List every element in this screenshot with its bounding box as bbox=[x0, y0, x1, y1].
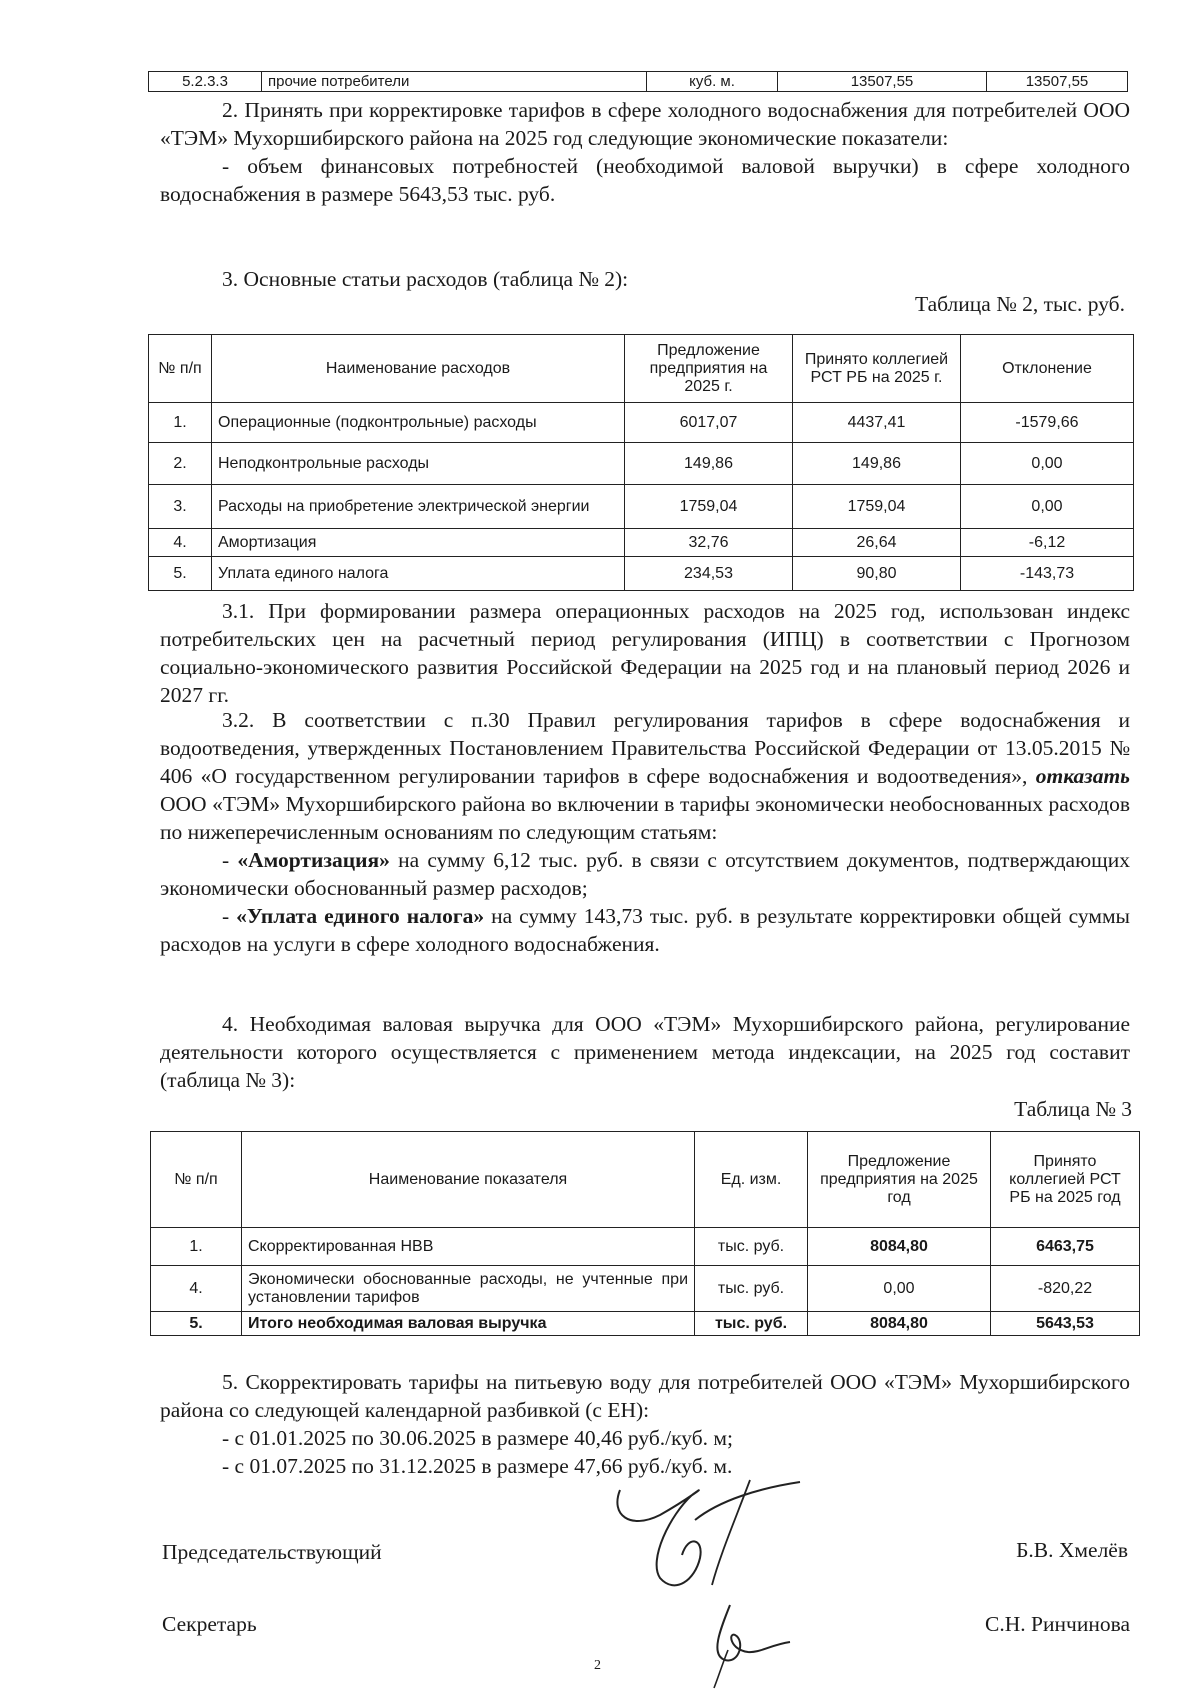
chair-signature-icon bbox=[600, 1460, 810, 1610]
deviation-value: -6,12 bbox=[961, 529, 1134, 557]
table-row bbox=[151, 1312, 1140, 1336]
unit: тыс. руб. bbox=[695, 1228, 808, 1266]
proposal-value: 32,76 bbox=[625, 529, 793, 557]
paragraph-3 bbox=[160, 265, 1130, 293]
table-2-expenses bbox=[148, 334, 1134, 591]
page-number: 2 bbox=[594, 1658, 601, 1673]
paragraph-3-1 bbox=[160, 597, 1130, 709]
accepted-value: 1759,04 bbox=[793, 485, 961, 529]
row-number: 4. bbox=[149, 529, 212, 557]
refuse-emphasis: отказать bbox=[1035, 764, 1130, 788]
table-row bbox=[149, 529, 1134, 557]
chair-title: Председательствующий bbox=[162, 1540, 382, 1564]
header-proposal: Предложение предприятия на 2025 год bbox=[808, 1132, 991, 1228]
expense-name: Уплата единого налога bbox=[212, 557, 625, 591]
accepted-value: 6463,75 bbox=[991, 1228, 1140, 1266]
paragraph-3-1-text: 3.1. При формировании размера операционных расходов на 2025 год, использован индекс потребительских цен на расчетный период регулирования (ИПЦ) в соответствии с Прогнозом социально-экономического развития Российской Федерации на 2025 год и на плановый период 2026 и 2027 гг. bbox=[160, 599, 1130, 707]
indicator-name: Итого необходимая валовая выручка bbox=[242, 1312, 695, 1336]
row-number: 5. bbox=[149, 557, 212, 591]
paragraph-5-bullet-1: - с 01.01.2025 по 30.06.2025 в размере 40,46 руб./куб. м; bbox=[222, 1426, 734, 1450]
row-number: 1. bbox=[151, 1228, 242, 1266]
paragraph-3-2-bullet-1: - «Амортизация» на сумму 6,12 тыс. руб. в связи с отсутствием документов, подтверждающих экономически обоснованный размер расходов; bbox=[160, 848, 1130, 900]
proposal-value: 1759,04 bbox=[625, 485, 793, 529]
proposal-value: 8084,80 bbox=[808, 1312, 991, 1336]
paragraph-2 bbox=[160, 96, 1130, 208]
paragraph-4 bbox=[160, 1010, 1130, 1094]
row-number: 4. bbox=[151, 1266, 242, 1312]
unit: куб. м. bbox=[647, 72, 778, 92]
table-3-revenue bbox=[150, 1131, 1140, 1336]
unit: тыс. руб. bbox=[695, 1312, 808, 1336]
row-number: 3. bbox=[149, 485, 212, 529]
deviation-value: 0,00 bbox=[961, 485, 1134, 529]
table-row bbox=[149, 443, 1134, 485]
deviation-value: -1579,66 bbox=[961, 403, 1134, 443]
header-number: № п/п bbox=[149, 335, 212, 403]
paragraph-3-2-bullet-2: - «Уплата единого налога» на сумму 143,73 тыс. руб. в результате корректировки общей суммы расходов на услуги в сфере холодного водоснабжения. bbox=[160, 904, 1130, 956]
proposal-value: 149,86 bbox=[625, 443, 793, 485]
table-2-caption: Таблица № 2, тыс. руб. bbox=[915, 292, 1125, 316]
consumer-name: прочие потребители bbox=[262, 72, 647, 92]
paragraph-2-text: 2. Принять при корректировке тарифов в сфере холодного водоснабжения для потребителей ООО «ТЭМ» Мухоршибирского района на 2025 год следующие экономические показатели: bbox=[160, 98, 1130, 150]
paragraph-3-text: 3. Основные статьи расходов (таблица № 2): bbox=[222, 267, 629, 291]
table-row bbox=[149, 485, 1134, 529]
paragraph-3-2 bbox=[160, 706, 1130, 958]
expense-name: Расходы на приобретение электрической энергии bbox=[212, 485, 625, 529]
paragraph-3-2-text: 3.2. В соответствии с п.30 Правил регулирования тарифов в сфере водоснабжения и водоотведения, утвержденных Постановлением Правительства Российской Федерации от 13.05.2015 № 406 «О государственном регулировании тарифов в сфере водоснабжения и водоотведения», отказать ООО «ТЭМ» Мухоршибирского района во включении в тарифы экономически необоснованных расходов по нижеперечисленным основаниям по следующим статьям: bbox=[160, 708, 1130, 844]
accepted-value: 26,64 bbox=[793, 529, 961, 557]
expense-name: Амортизация bbox=[212, 529, 625, 557]
accepted-value: 90,80 bbox=[793, 557, 961, 591]
proposal-value: 234,53 bbox=[625, 557, 793, 591]
expense-name: Операционные (подконтрольные) расходы bbox=[212, 403, 625, 443]
proposal-value: 6017,07 bbox=[625, 403, 793, 443]
value-2: 13507,55 bbox=[987, 72, 1128, 92]
table-1-fragment bbox=[148, 71, 1128, 92]
secretary-signature-icon bbox=[700, 1590, 810, 1690]
expense-name: Неподконтрольные расходы bbox=[212, 443, 625, 485]
table-header-row bbox=[149, 335, 1134, 403]
header-deviation: Отклонение bbox=[961, 335, 1134, 403]
header-accepted: Принято коллегией РСТ РБ на 2025 год bbox=[991, 1132, 1140, 1228]
header-name: Наименование расходов bbox=[212, 335, 625, 403]
indicator-name: Скорректированная НВВ bbox=[242, 1228, 695, 1266]
header-number: № п/п bbox=[151, 1132, 242, 1228]
row-number: 1. bbox=[149, 403, 212, 443]
row-number: 5.2.3.3 bbox=[149, 72, 262, 92]
accepted-value: 149,86 bbox=[793, 443, 961, 485]
unit: тыс. руб. bbox=[695, 1266, 808, 1312]
header-unit: Ед. изм. bbox=[695, 1132, 808, 1228]
accepted-value: -820,22 bbox=[991, 1266, 1140, 1312]
accepted-value: 5643,53 bbox=[991, 1312, 1140, 1336]
value-1: 13507,55 bbox=[778, 72, 987, 92]
row-number: 5. bbox=[151, 1312, 242, 1336]
secretary-name: С.Н. Ринчинова bbox=[985, 1612, 1130, 1636]
header-name: Наименование показателя bbox=[242, 1132, 695, 1228]
header-proposal: Предложение предприятия на 2025 г. bbox=[625, 335, 793, 403]
deviation-value: 0,00 bbox=[961, 443, 1134, 485]
table-row bbox=[151, 1228, 1140, 1266]
accepted-value: 4437,41 bbox=[793, 403, 961, 443]
deviation-value: -143,73 bbox=[961, 557, 1134, 591]
paragraph-4-text: 4. Необходимая валовая выручка для ООО «ТЭМ» Мухоршибирского района, регулирование деятельности которого осуществляется с применением метода индексации, на 2025 год составит (таблица № 3): bbox=[160, 1012, 1130, 1092]
table-row bbox=[149, 403, 1134, 443]
paragraph-5-bullet-2: - с 01.07.2025 по 31.12.2025 в размере 47,66 руб./куб. м. bbox=[222, 1454, 733, 1478]
chair-name: Б.В. Хмелёв bbox=[1016, 1538, 1128, 1562]
secretary-title: Секретарь bbox=[162, 1612, 257, 1636]
paragraph-5-text: 5. Скорректировать тарифы на питьевую воду для потребителей ООО «ТЭМ» Мухоршибирского района со следующей календарной разбивкой (с ЕН): bbox=[160, 1370, 1130, 1422]
table-row bbox=[149, 557, 1134, 591]
paragraph-2-bullet: - объем финансовых потребностей (необходимой валовой выручки) в сфере холодного водоснабжения в размере 5643,53 тыс. руб. bbox=[160, 154, 1130, 206]
table-row bbox=[149, 72, 1128, 92]
row-number: 2. bbox=[149, 443, 212, 485]
table-header-row bbox=[151, 1132, 1140, 1228]
table-row bbox=[151, 1266, 1140, 1312]
indicator-name: Экономически обоснованные расходы, не учтенные при установлении тарифов bbox=[242, 1266, 695, 1312]
proposal-value: 0,00 bbox=[808, 1266, 991, 1312]
table-3-caption: Таблица № 3 bbox=[1014, 1097, 1132, 1121]
proposal-value: 8084,80 bbox=[808, 1228, 991, 1266]
header-accepted: Принято коллегией РСТ РБ на 2025 г. bbox=[793, 335, 961, 403]
